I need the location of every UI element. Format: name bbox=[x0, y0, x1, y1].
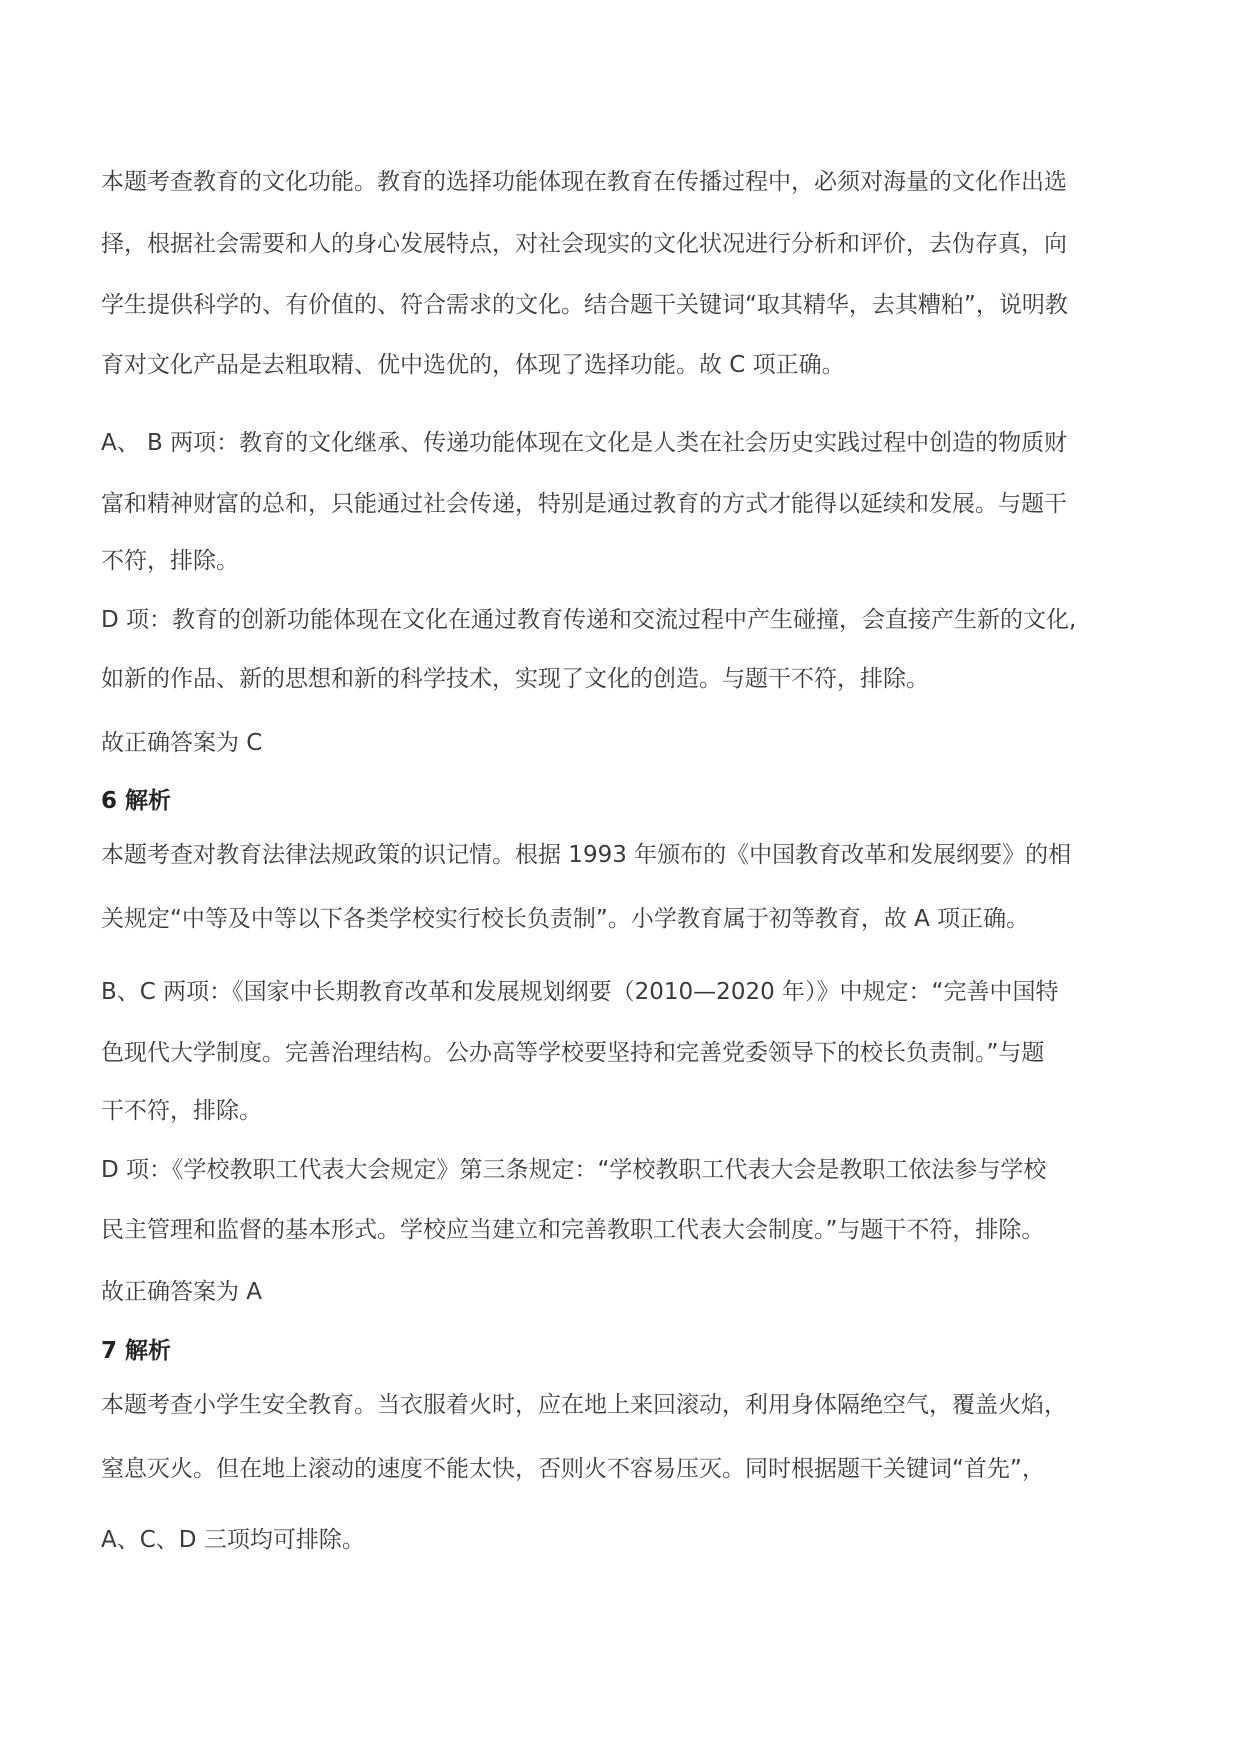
paragraph-line: 本题考查小学生安全教育。当衣服着火时，应在地上来回滚动，利用身体隔绝空气，覆盖火焰， bbox=[101, 1392, 1067, 1418]
answer-line: 故正确答案为 A bbox=[101, 1279, 263, 1305]
paragraph-line: 学生提供科学的、有价值的、符合需求的文化。结合题干关键词“取其精华，去其糟粕”，说明教 bbox=[101, 292, 1068, 318]
paragraph-line: 不符，排除。 bbox=[101, 548, 239, 574]
paragraph-line: 民主管理和监督的基本形式。学校应当建立和完善教职工代表大会制度。”与题干不符，排除。 bbox=[101, 1217, 1045, 1243]
paragraph-line: 择，根据社会需要和人的身心发展特点，对社会现实的文化状况进行分析和评价，去伪存真，向 bbox=[101, 231, 1067, 257]
paragraph-line: 如新的作品、新的思想和新的科学技术，实现了文化的创造。与题干不符，排除。 bbox=[101, 666, 929, 692]
paragraph-line: 色现代大学制度。完善治理结构。公办高等学校要坚持和完善党委领导下的校长负责制。”与题 bbox=[101, 1040, 1045, 1066]
section-heading: 7 解析 bbox=[101, 1338, 172, 1364]
paragraph-line: 富和精神财富的总和，只能通过社会传递，特别是通过教育的方式才能得以延续和发展。与题干 bbox=[101, 491, 1067, 517]
paragraph-line: D 项：教育的创新功能体现在文化在通过教育传递和交流过程中产生碰撞，会直接产生新的文化, bbox=[101, 607, 1077, 633]
paragraph-line: 本题考查教育的文化功能。教育的选择功能体现在教育在传播过程中，必须对海量的文化作出选 bbox=[101, 169, 1067, 195]
paragraph-line: A、C、D 三项均可排除。 bbox=[101, 1527, 365, 1553]
paragraph-line: 本题考查对教育法律法规政策的识记情。根据 1993 年颁布的《中国教育改革和发展纲要》的相 bbox=[101, 842, 1072, 868]
paragraph-line: 育对文化产品是去粗取精、优中选优的，体现了选择功能。故 C 项正确。 bbox=[101, 352, 845, 378]
paragraph-line: 窒息灭火。但在地上滚动的速度不能太快，否则火不容易压灭。同时根据题干关键词“首先”， bbox=[101, 1456, 1045, 1482]
paragraph-line: A、 B 两项：教育的文化继承、传递功能体现在文化是人类在社会历史实践过程中创造的物质财 bbox=[101, 430, 1068, 456]
paragraph-line: 关规定“中等及中等以下各类学校实行校长负责制”。小学教育属于初等教育，故 A 项正确。 bbox=[101, 906, 1030, 932]
paragraph-line: 干不符，排除。 bbox=[101, 1098, 262, 1124]
answer-line: 故正确答案为 C bbox=[101, 730, 263, 756]
paragraph-line: D 项：《学校教职工代表大会规定》第三条规定：“学校教职工代表大会是教职工依法参与学校 bbox=[101, 1157, 1047, 1183]
section-heading: 6 解析 bbox=[101, 788, 172, 814]
paragraph-line: B、C 两项：《国家中长期教育改革和发展规划纲要（2010—2020 年）》中规定：“完善中国特 bbox=[101, 979, 1059, 1005]
